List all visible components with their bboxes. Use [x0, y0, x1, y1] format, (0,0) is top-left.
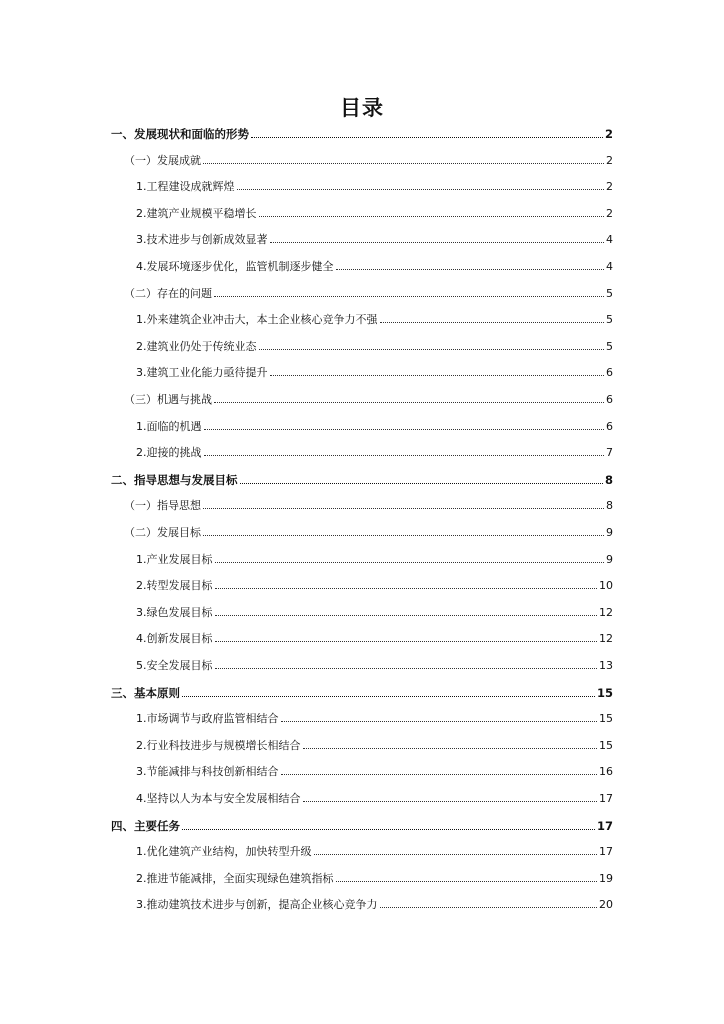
toc-entry-level-3[interactable] [136, 257, 613, 277]
toc-entry-level-3[interactable] [136, 310, 613, 330]
dot-leader [215, 588, 598, 589]
toc-entry-level-3[interactable] [136, 736, 613, 756]
toc-entry-label: （一）指导思想 [124, 499, 201, 513]
toc-entry-level-2[interactable] [124, 390, 613, 410]
toc-entry-level-2[interactable] [124, 496, 613, 516]
toc-entry-page-number: 20 [599, 898, 613, 912]
toc-entry-level-3[interactable] [136, 230, 613, 250]
dot-leader [203, 508, 604, 509]
toc-entry-label: 1.优化建筑产业结构，加快转型升级 [136, 845, 312, 859]
toc-entry-page-number: 9 [606, 552, 613, 566]
toc-entry-label: （二）存在的问题 [124, 286, 212, 300]
toc-entry-label: 5.安全发展目标 [136, 659, 213, 672]
toc-entry-page-number: 2 [606, 180, 613, 194]
toc-entry-page-number: 16 [599, 765, 613, 779]
toc-entry-page-number: 15 [596, 685, 613, 700]
toc-entry-level-3[interactable] [136, 204, 613, 224]
toc-entry-label: 2.建筑产业规模平稳增长 [136, 206, 257, 220]
toc-entry-label: 2.推进节能减排，全面实现绿色建筑指标 [136, 871, 334, 885]
toc-entry-label: 1.市场调节与政府监管相结合 [136, 712, 279, 726]
toc-entry-page-number: 5 [606, 313, 613, 327]
toc-entry-label: 3.建筑工业化能力亟待提升 [136, 366, 268, 380]
toc-entry-level-1[interactable] [111, 470, 613, 490]
toc-entry-level-3[interactable] [136, 363, 613, 383]
toc-entry-label: 4.坚持以人为本与安全发展相结合 [136, 792, 301, 805]
dot-leader [281, 774, 598, 775]
toc-entry-label: 2.行业科技进步与规模增长相结合 [136, 738, 301, 752]
toc-entry-page-number: 8 [606, 499, 613, 513]
toc-entry-page-number: 17 [596, 818, 613, 833]
dot-leader [303, 801, 598, 802]
toc-entry-page-number: 4 [606, 233, 613, 247]
toc-entry-level-1[interactable] [111, 683, 613, 703]
toc-entry-label: 2.迎接的挑战 [136, 446, 202, 460]
dot-leader [336, 269, 605, 270]
toc-entry-label: 1.面临的机遇 [136, 419, 202, 433]
dot-leader [270, 242, 605, 243]
toc-entry-level-3[interactable] [136, 842, 613, 862]
dot-leader [182, 696, 595, 697]
toc-entry-page-number: 6 [606, 366, 613, 380]
dot-leader [314, 854, 598, 855]
dot-leader [182, 829, 595, 830]
toc-entry-page-number: 12 [599, 605, 613, 619]
toc-entry-level-2[interactable] [124, 151, 613, 171]
toc-entry-page-number: 17 [599, 845, 613, 859]
dot-leader [259, 216, 605, 217]
toc-entry-label: （二）发展目标 [124, 526, 201, 539]
toc-entry-level-3[interactable] [136, 576, 613, 596]
toc-entry-page-number: 10 [599, 579, 613, 593]
dot-leader [204, 429, 605, 430]
toc-title: 目录 [340, 96, 384, 120]
dot-leader [203, 535, 604, 536]
toc-entry-page-number: 7 [606, 446, 613, 460]
toc-entry-label: 1.产业发展目标 [136, 552, 213, 566]
toc-entry-page-number: 6 [606, 393, 613, 406]
toc-entry-level-3[interactable] [136, 603, 613, 623]
dot-leader [214, 296, 604, 297]
toc-entry-label: 3.节能减排与科技创新相结合 [136, 765, 279, 779]
toc-entry-page-number: 4 [606, 260, 613, 273]
toc-entry-label: 1.工程建设成就辉煌 [136, 180, 235, 194]
toc-entry-label: 4.发展环境逐步优化，监管机制逐步健全 [136, 260, 334, 273]
toc-entry-level-3[interactable] [136, 443, 613, 463]
toc-entry-page-number: 5 [606, 286, 613, 300]
toc-entry-label: 一、发展现状和面临的形势 [111, 127, 249, 141]
toc-entry-page-number: 15 [599, 738, 613, 752]
dot-leader [215, 562, 605, 563]
toc-entry-label: 2.建筑业仍处于传统业态 [136, 339, 257, 353]
toc-entry-level-3[interactable] [136, 656, 613, 676]
toc-entry-label: 二、指导思想与发展目标 [111, 472, 238, 487]
toc-entry-level-3[interactable] [136, 762, 613, 782]
toc-entry-level-2[interactable] [124, 284, 613, 304]
toc-entry-page-number: 17 [599, 792, 613, 805]
toc-entry-label: 三、基本原则 [111, 685, 180, 700]
toc-entry-label: 1.外来建筑企业冲击大，本土企业核心竞争力不强 [136, 313, 378, 327]
toc-entry-page-number: 6 [606, 419, 613, 433]
toc-entry-level-1[interactable] [111, 124, 613, 144]
toc-entry-label: 四、主要任务 [111, 818, 180, 833]
toc-entry-page-number: 19 [599, 871, 613, 885]
dot-leader [380, 322, 605, 323]
toc-entry-label: （三）机遇与挑战 [124, 393, 212, 406]
toc-entry-page-number: 8 [604, 472, 613, 487]
dot-leader [237, 189, 605, 190]
toc-entry-page-number: 12 [599, 632, 613, 646]
toc-entry-level-2[interactable] [124, 523, 613, 543]
toc-entry-page-number: 2 [606, 206, 613, 220]
dot-leader [336, 881, 598, 882]
dot-leader [281, 721, 598, 722]
dot-leader [204, 455, 605, 456]
dot-leader [270, 375, 605, 376]
toc-entry-page-number: 15 [599, 712, 613, 726]
toc-entry-page-number: 2 [604, 127, 613, 141]
dot-leader [251, 137, 603, 138]
toc-entry-label: 3.绿色发展目标 [136, 605, 213, 619]
toc-entry-label: 4.创新发展目标 [136, 632, 213, 646]
toc-entry-page-number: 2 [606, 153, 613, 167]
toc-entry-page-number: 13 [599, 659, 613, 672]
dot-leader [203, 163, 604, 164]
dot-leader [215, 615, 598, 616]
toc-entry-page-number: 5 [606, 339, 613, 353]
toc-entry-level-3[interactable] [136, 337, 613, 357]
toc-entry-label: 2.转型发展目标 [136, 579, 213, 593]
toc-entry-level-3[interactable] [136, 177, 613, 197]
toc-entry-level-3[interactable] [136, 709, 613, 729]
dot-leader [215, 668, 598, 669]
toc-entry-level-3[interactable] [136, 869, 613, 889]
toc-entry-label: 3.推动建筑技术进步与创新，提高企业核心竞争力 [136, 898, 378, 912]
toc-entry-label: 3.技术进步与创新成效显著 [136, 233, 268, 247]
toc-entry-level-3[interactable] [136, 550, 613, 570]
toc-entry-label: （一）发展成就 [124, 153, 201, 167]
toc-entry-level-1[interactable] [111, 816, 613, 836]
toc-entry-level-3[interactable] [136, 417, 613, 437]
dot-leader [214, 402, 604, 403]
dot-leader [303, 748, 598, 749]
toc-entry-level-3[interactable] [136, 895, 613, 915]
toc-entry-level-3[interactable] [136, 789, 613, 809]
toc-entry-level-3[interactable] [136, 629, 613, 649]
dot-leader [380, 907, 598, 908]
dot-leader [259, 349, 605, 350]
toc-entry-page-number: 9 [606, 526, 613, 539]
dot-leader [215, 641, 598, 642]
dot-leader [240, 483, 603, 484]
